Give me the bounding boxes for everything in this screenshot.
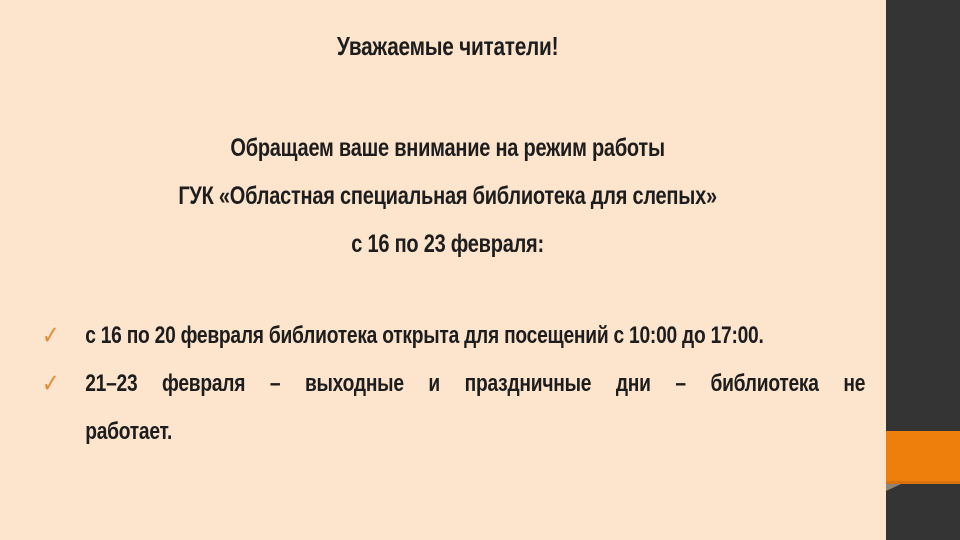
intro-line-2: ГУК «Областная специальная библиотека для слепых» — [178, 182, 717, 210]
bullet-text: с 16 по 20 февраля библиотека открыта для посещений с 10:00 до 17:00. — [85, 322, 764, 349]
bullet-text: работает. — [85, 418, 173, 445]
decorative-triangle — [886, 484, 901, 491]
intro-block — [30, 124, 865, 268]
checkmark-icon: ✓ — [42, 321, 60, 351]
intro-line-3: с 16 по 23 февраля: — [351, 230, 544, 258]
checkmark-icon: ✓ — [42, 369, 60, 399]
bullet-text-block — [85, 312, 865, 360]
slide-content — [30, 0, 865, 456]
bullet-item-2 — [30, 360, 865, 456]
slide-title: Уважаемые читатели! — [336, 31, 559, 61]
intro-line-1: Обращаем ваше внимание на режим работы — [230, 134, 665, 162]
bullet-list — [30, 312, 865, 456]
accent-square — [886, 431, 960, 484]
bullet-item-1 — [30, 312, 865, 360]
bullet-text-block — [85, 360, 865, 456]
right-sidebar — [886, 0, 960, 540]
bullet-text: 21–23 февраля – выходные и праздничные дни – библиотека не — [85, 370, 866, 397]
